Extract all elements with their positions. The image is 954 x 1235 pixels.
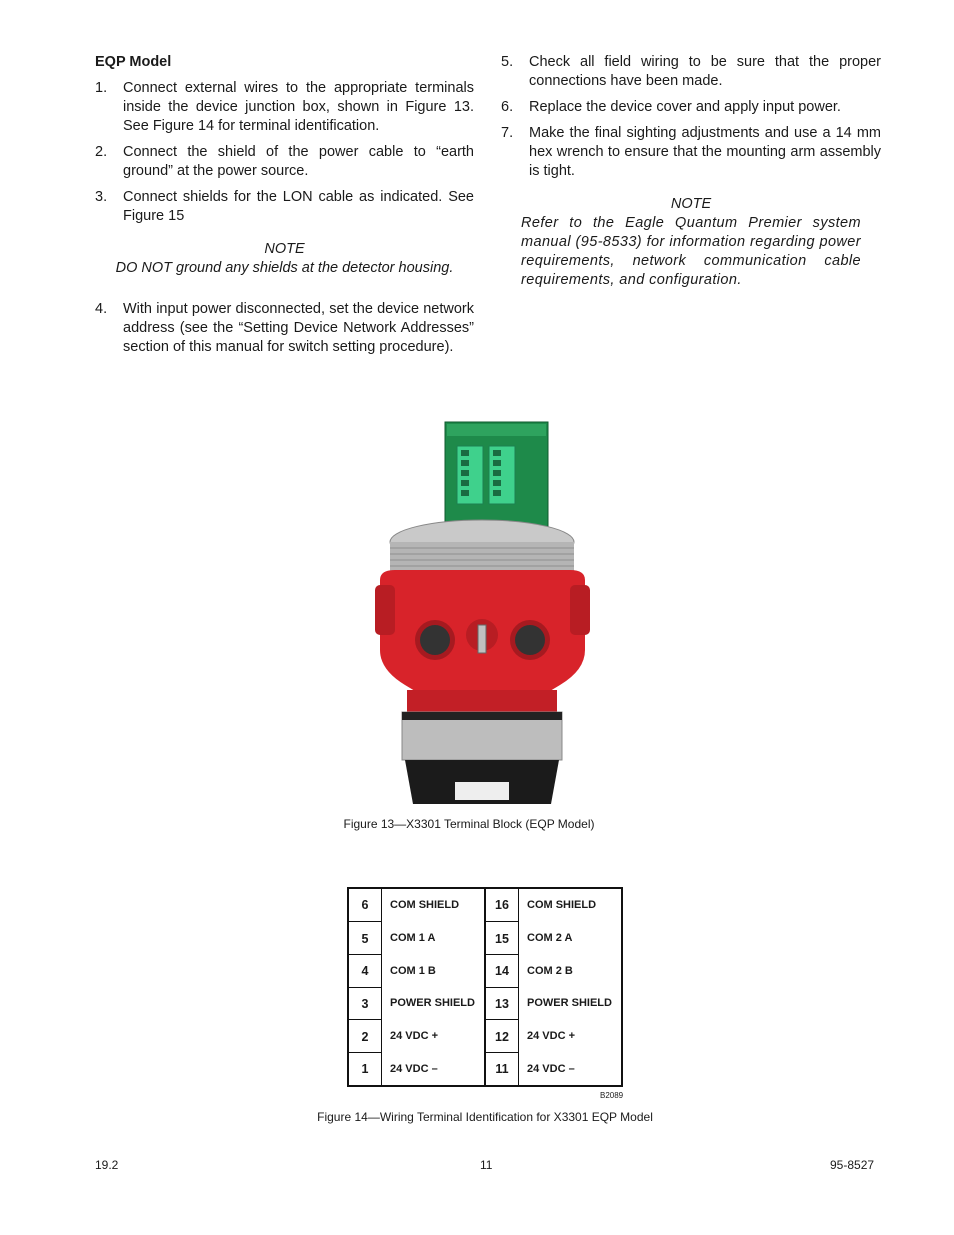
step-item: 5. Check all field wiring to be sure that the proper connections have been made.	[501, 54, 881, 89]
left-column	[95, 53, 474, 364]
step-item: 2. Connect the shield of the power cable to “earth ground” at the power source.	[95, 144, 474, 179]
note-block-right	[521, 195, 861, 290]
table-row: 11 24 VDC –	[486, 1052, 621, 1085]
table-row: 13 POWER SHIELD	[486, 987, 621, 1020]
conduit-right	[570, 585, 590, 635]
steps-list-c	[501, 53, 881, 181]
terminal-table	[347, 887, 623, 1087]
table-row: 4 COM 1 B	[349, 954, 484, 987]
right-column	[501, 53, 881, 290]
table-row: 15 COM 2 A	[486, 922, 621, 955]
detector-drawing	[375, 420, 590, 810]
table-row: 1 24 VDC –	[349, 1052, 484, 1085]
figure-code: B2089	[600, 1091, 624, 1100]
section-heading: EQP Model	[95, 54, 172, 70]
center-screw	[478, 625, 486, 653]
viewport-left	[420, 625, 450, 655]
step-item: 6. Replace the device cover and apply input power.	[501, 99, 841, 115]
step-item: 1. Connect external wires to the appropriate terminals inside the device junction box, shown in Figure 13. See Figure 14 for terminal identification.	[95, 80, 474, 134]
note-title: NOTE	[264, 241, 305, 257]
viewport-right	[515, 625, 545, 655]
black-gasket	[402, 712, 562, 720]
table-row: 12 24 VDC +	[486, 1020, 621, 1053]
step-item: 4. With input power disconnected, set the device network address (see the “Setting Device Network Addresses” section of this manual for switch setting procedure).	[95, 301, 474, 355]
terminal-block-left	[457, 446, 483, 504]
figure14-caption: Figure 14—Wiring Terminal Identification for X3301 EQP Model	[317, 1110, 653, 1124]
bottom-label	[455, 782, 509, 800]
detector-illustration	[375, 420, 590, 810]
footer-revision: 19.2	[95, 1158, 119, 1172]
steps-list-b	[95, 300, 474, 357]
note-body: Refer to the Eagle Quantum Premier system manual (95-8533) for information regarding power requirements, network communication cable requirements, and configuration.	[521, 215, 861, 288]
table-row: 14 COM 2 B	[486, 954, 621, 987]
note-body: DO NOT ground any shields at the detector housing.	[115, 260, 454, 276]
table-row: 6 COM SHIELD	[349, 889, 484, 922]
conduit-left	[375, 585, 395, 635]
step-item: 7. Make the final sighting adjustments and use a 14 mm hex wrench to ensure that the mounting arm assembly is tight.	[501, 125, 881, 179]
note-title: NOTE	[670, 196, 712, 212]
terminal-block-right	[489, 446, 515, 504]
footer-doc-number: 95-8527	[830, 1158, 875, 1172]
table-row: 5 COM 1 A	[349, 922, 484, 955]
steps-list-a	[95, 79, 474, 226]
table-row: 3 POWER SHIELD	[349, 987, 484, 1020]
pcb-strip	[447, 424, 546, 436]
table-row: 2 24 VDC +	[349, 1020, 484, 1053]
table-row: 16 COM SHIELD	[486, 889, 621, 922]
note-block	[95, 240, 474, 278]
step-item: 3. Connect shields for the LON cable as indicated. See Figure 15	[95, 189, 474, 224]
terminal-column-right	[486, 889, 621, 1085]
footer-page-number: 11	[480, 1158, 493, 1172]
housing-neck	[407, 690, 557, 712]
terminal-column-left	[349, 889, 486, 1085]
figure13-caption: Figure 13—X3301 Terminal Block (EQP Model)	[343, 817, 595, 831]
